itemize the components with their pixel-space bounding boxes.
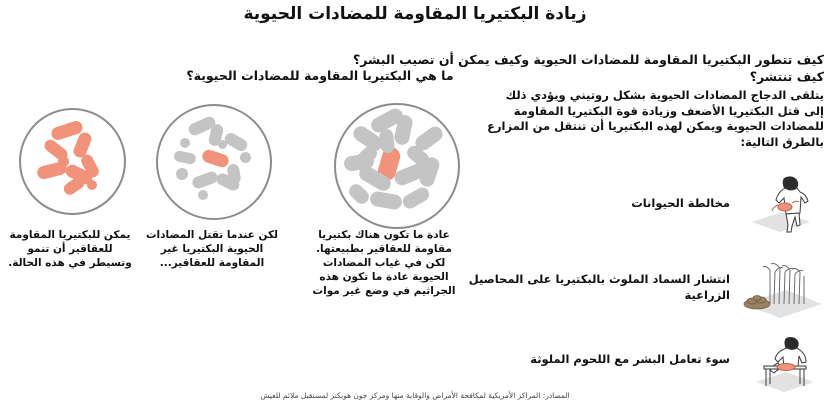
bacteria-normal bbox=[369, 190, 403, 210]
intro-body-text: يتلقى الدجاج المضادات الحيوية بشكل روتيني ويؤدي ذلك إلى قتل البكتيريا الأضعف وزيادة قوة البكتيريا المقاومة للمضادات الحيوية ويمكن لهذه البكتيريا أن تنتقل من المزارع بالطرق التالية: bbox=[487, 88, 824, 149]
bacteria-resistant bbox=[201, 148, 231, 169]
caption-stage-3: عادة ما تكون هناك بكتيريا مقاومة للعقاقير بطبيعتها. لكن في غياب المضادات الحيوية عادة ما تكون هذه الجراثيم في وضع غير موات bbox=[312, 229, 456, 297]
bacteria-normal bbox=[191, 170, 220, 190]
left-section-heading: ما هي البكتيريا المقاومة للمضادات الحيوية؟ bbox=[186, 68, 454, 83]
person-holding-chicken-icon bbox=[730, 172, 826, 234]
caption-stage-2: لكن عندما تقتل المضادات الحيوية البكتيريا غير المقاومة للعقاقير... bbox=[146, 229, 278, 269]
bacteria-normal bbox=[240, 152, 251, 163]
bacteria-normal bbox=[180, 138, 190, 148]
intro-question-secondary: كيف تنتشر؟ bbox=[749, 69, 824, 84]
bacteria-normal bbox=[176, 168, 188, 180]
petri-dish-resistant-growth bbox=[19, 108, 126, 215]
intro-question-primary: كيف تتطور البكتيريا المقاومة للمضادات الحيوية وكيف يمكن أن تصيب البشر؟ bbox=[352, 52, 824, 67]
crops-with-manure-icon bbox=[730, 260, 826, 322]
source-footer: المصادر: المراكز الأمريكية لمكافحة الأمراض والوقاية منها ومركز جون هوبكنز لمستقبل ملائم للعيش bbox=[260, 391, 570, 400]
petri-dish-antibiotics-kill bbox=[156, 104, 272, 220]
route-label-contaminated-manure: انتشار السماد الملوث بالبكتيريا على المحاصيل الزراعية bbox=[468, 272, 730, 302]
bacteria-resistant bbox=[87, 180, 97, 190]
person-cutting-meat-icon bbox=[730, 336, 826, 398]
caption-stage-1: يمكن للبكتيريا المقاومة للعقاقير أن تنمو وتسيطر في هذه الحالة. bbox=[8, 229, 132, 269]
route-label-animal-contact: مخالطة الحيوانات bbox=[631, 196, 730, 210]
bacteria-normal bbox=[198, 190, 208, 200]
bacteria-normal bbox=[346, 181, 372, 206]
bacteria-resistant bbox=[58, 156, 69, 167]
route-label-meat-handling: سوء تعامل البشر مع اللحوم الملوثة bbox=[530, 352, 730, 366]
bacteria-normal bbox=[173, 150, 197, 165]
bacteria-normal bbox=[400, 185, 431, 211]
page-title: زيادة البكتيريا المقاومة للمضادات الحيوية bbox=[243, 4, 587, 24]
bacteria-normal bbox=[379, 128, 395, 153]
bacteria-normal bbox=[218, 140, 227, 149]
